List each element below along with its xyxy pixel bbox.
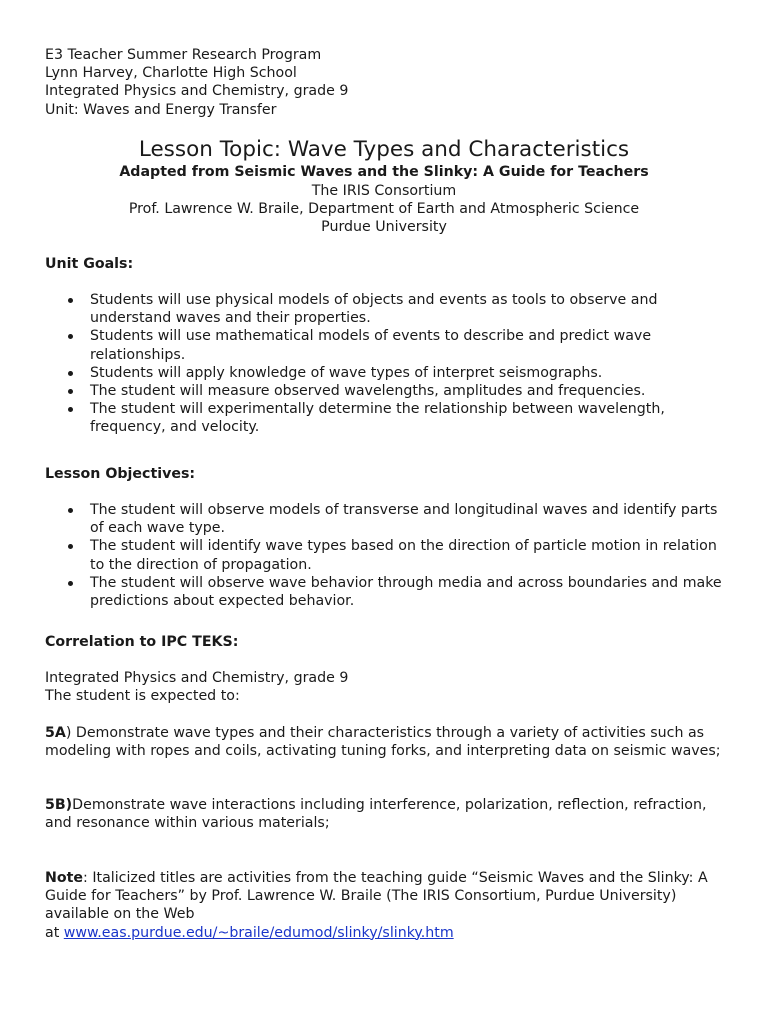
list-item: The student will measure observed wavelengths, amplitudes and frequencies. bbox=[0, 382, 768, 400]
source-organization: The IRIS Consortium bbox=[311, 183, 457, 199]
unit-line: Unit: Waves and Energy Transfer bbox=[45, 101, 277, 118]
teks-course: Integrated Physics and Chemistry, grade 9 bbox=[45, 670, 349, 686]
item-5a-text: ) Demonstrate wave types and their characteristics through a variety of activities such as modeling with ropes and coils, activating tuning forks, and interpreting data on seismic waves; bbox=[45, 725, 721, 760]
bullet-icon bbox=[68, 544, 73, 549]
bullet-icon bbox=[68, 334, 73, 339]
item-5b-text: Demonstrate wave interactions including interference, polarization, reflection, refraction, and resonance within various materials; bbox=[45, 797, 707, 832]
teks-item-5b bbox=[45, 796, 735, 832]
course-line: Integrated Physics and Chemistry, grade 9 bbox=[45, 83, 349, 100]
bullet-icon bbox=[68, 389, 73, 394]
source-author: Prof. Lawrence W. Braile, Department of Earth and Atmospheric Science bbox=[128, 201, 640, 217]
list-item: Students will apply knowledge of wave types of interpret seismographs. bbox=[0, 364, 768, 382]
list-item: The student will experimentally determine the relationship between wavelength, frequency, and velocity. bbox=[0, 400, 768, 436]
teks-expected: The student is expected to: bbox=[45, 688, 240, 704]
note-label: Note bbox=[45, 870, 84, 886]
teks-item-5a bbox=[45, 724, 735, 760]
list-item: The student will observe wave behavior through media and across boundaries and make predictions about expected behavior. bbox=[0, 574, 768, 610]
bullet-icon bbox=[68, 298, 73, 303]
lesson-title: Lesson Topic: Wave Types and Characteristics bbox=[138, 137, 630, 162]
list-item: The student will identify wave types based on the direction of particle motion in relation to the direction of propagation. bbox=[0, 537, 768, 573]
bullet-icon bbox=[68, 581, 73, 586]
author-line: Lynn Harvey, Charlotte High School bbox=[45, 65, 297, 82]
item-5b-label: 5B) bbox=[45, 797, 73, 813]
bullet-icon bbox=[68, 371, 73, 376]
list-item: Students will use mathematical models of events to describe and predict wave relationships. bbox=[0, 327, 768, 363]
bullet-icon bbox=[68, 407, 73, 412]
list-item: Students will use physical models of objects and events as tools to observe and understand waves and their properties. bbox=[0, 291, 768, 327]
slinky-guide-link[interactable]: www.eas.purdue.edu/~braile/edumod/slinky/slinky.htm bbox=[63, 924, 454, 941]
unit-goals-list bbox=[0, 291, 768, 437]
note-paragraph bbox=[45, 869, 735, 942]
item-5a-label: 5A bbox=[45, 725, 66, 741]
lesson-objectives-list bbox=[0, 501, 768, 610]
note-at: at bbox=[45, 924, 64, 941]
program-name: E3 Teacher Summer Research Program bbox=[45, 47, 322, 63]
note-text: : Italicized titles are activities from the teaching guide “Seismic Waves and the Slinky: A Guide for Teachers” by Prof. Lawrence W. Braile (The IRIS Consortium, Purdue University) available on the Web bbox=[45, 870, 708, 923]
list-item: The student will observe models of transverse and longitudinal waves and identify parts of each wave type. bbox=[0, 501, 768, 537]
bullet-icon bbox=[68, 508, 73, 513]
lesson-subtitle: Adapted from Seismic Waves and the Slinky: A Guide for Teachers bbox=[119, 164, 649, 180]
teks-heading: Correlation to IPC TEKS: bbox=[45, 634, 239, 650]
lesson-objectives-heading: Lesson Objectives: bbox=[45, 466, 196, 482]
document-header bbox=[45, 46, 348, 119]
unit-goals-heading: Unit Goals: bbox=[45, 256, 134, 272]
source-university: Purdue University bbox=[321, 219, 447, 235]
